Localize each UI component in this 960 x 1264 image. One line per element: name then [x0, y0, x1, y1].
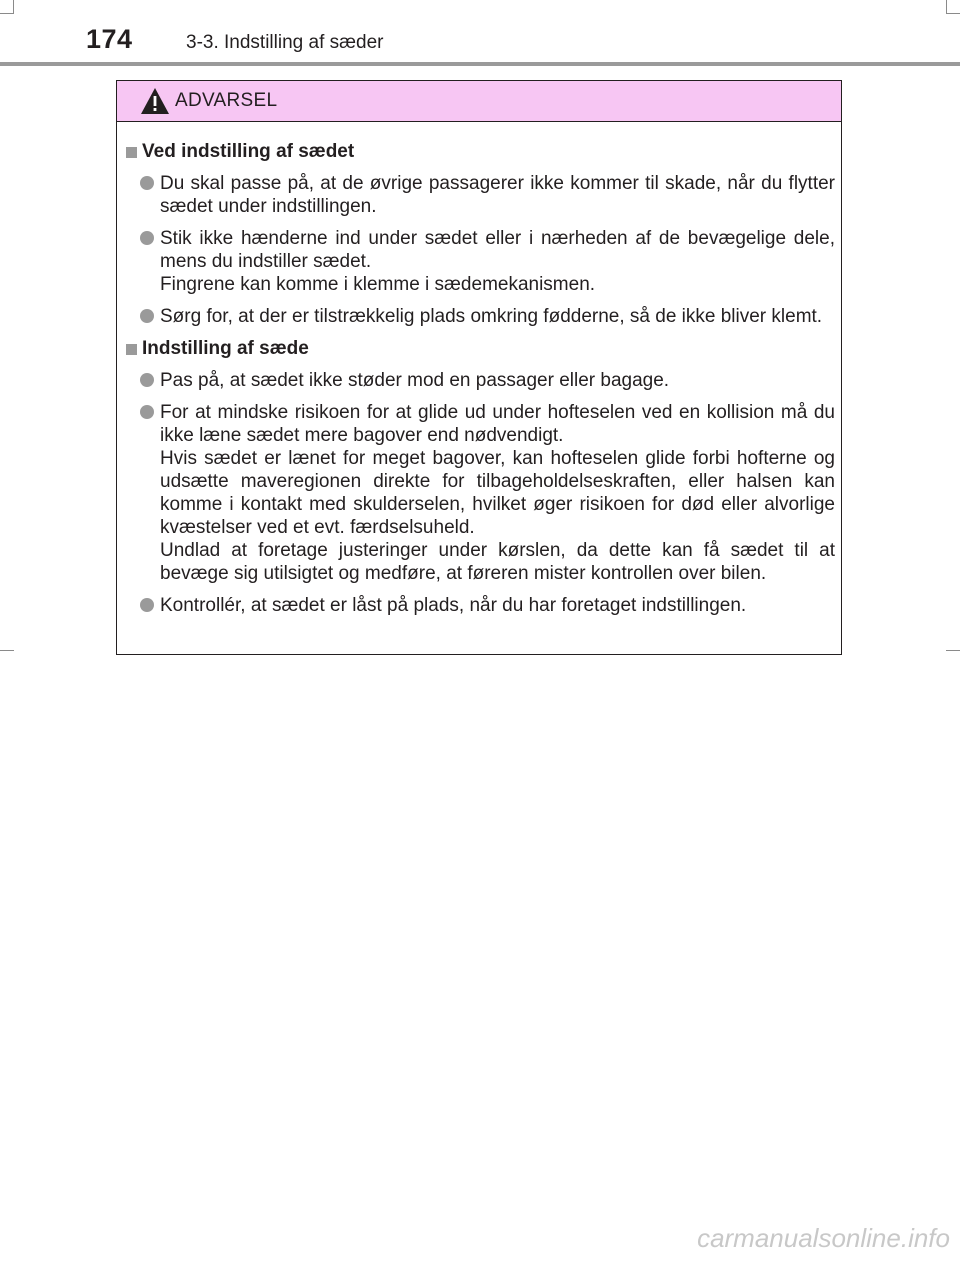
- section-heading: [126, 140, 835, 164]
- list-item-text: Pas på, at sædet ikke støder mod en passager eller bagage.: [160, 370, 670, 391]
- warning-box: [116, 80, 842, 655]
- round-bullet-icon: [140, 309, 154, 323]
- list-item-text: Hvis sædet er lænet for meget bagover, kan hofteselen glide forbi hofterne og udsætte maveregionen direkte for tilbageholdelseskraften, eller halsen kan komme i kontakt med skulderselen, hvilket øger risikoen for død eller alvorlige kvæstelser ved et evt. færdselsuheld.: [160, 448, 835, 538]
- warning-section: [126, 140, 835, 328]
- section-title: 3-3. Indstilling af sæder: [186, 32, 384, 53]
- list-item: [126, 172, 835, 218]
- watermark: carmanualsonline.info: [697, 1223, 950, 1253]
- page-header: [0, 0, 960, 66]
- bullet-list: [126, 172, 835, 328]
- warning-triangle-icon: [140, 87, 170, 115]
- round-bullet-icon: [140, 176, 154, 190]
- list-item-text: For at mindske risikoen for at glide ud under hofteselen ved en kollision må du ikke læne sædet mere bagover end nødvendigt.: [160, 402, 835, 446]
- list-item-text: Fingrene kan komme i klemme i sædemekanismen.: [160, 274, 596, 295]
- list-item-text: Kontrollér, at sædet er låst på plads, når du har foretaget indstillingen.: [160, 595, 747, 616]
- section-heading-text: Ved indstilling af sædet: [142, 141, 355, 162]
- page-number: 174: [86, 24, 133, 54]
- crop-mark: [946, 650, 960, 651]
- list-item: [126, 401, 835, 585]
- square-bullet-icon: [126, 147, 137, 158]
- header-rule: [0, 62, 960, 66]
- warning-section: [126, 337, 835, 617]
- round-bullet-icon: [140, 405, 154, 419]
- list-item-text: Stik ikke hænderne ind under sædet eller i nærheden af de bevægelige dele, mens du indstiller sædet.: [160, 228, 835, 272]
- list-item-text: Sørg for, at der er tilstrækkelig plads omkring fødderne, så de ikke bliver klemt.: [160, 306, 823, 327]
- round-bullet-icon: [140, 373, 154, 387]
- list-item: [126, 369, 835, 392]
- warning-label: ADVARSEL: [175, 90, 278, 111]
- round-bullet-icon: [140, 231, 154, 245]
- list-item-text: Du skal passe på, at de øvrige passagerer ikke kommer til skade, når du flytter sædet under indstillingen.: [160, 173, 835, 217]
- list-item: [126, 305, 835, 328]
- warning-header: [117, 81, 841, 122]
- bullet-list: [126, 369, 835, 617]
- section-heading-text: Indstilling af sæde: [142, 338, 309, 359]
- list-item-text: Undlad at foretage justeringer under kørslen, da dette kan få sædet til at bevæge sig utilsigtet og medføre, at føreren mister kontrollen over bilen.: [160, 540, 835, 584]
- list-item: [126, 594, 835, 617]
- list-item: [126, 227, 835, 296]
- crop-mark: [0, 650, 14, 651]
- section-heading: [126, 337, 835, 361]
- warning-body: [117, 122, 841, 617]
- square-bullet-icon: [126, 344, 137, 355]
- round-bullet-icon: [140, 598, 154, 612]
